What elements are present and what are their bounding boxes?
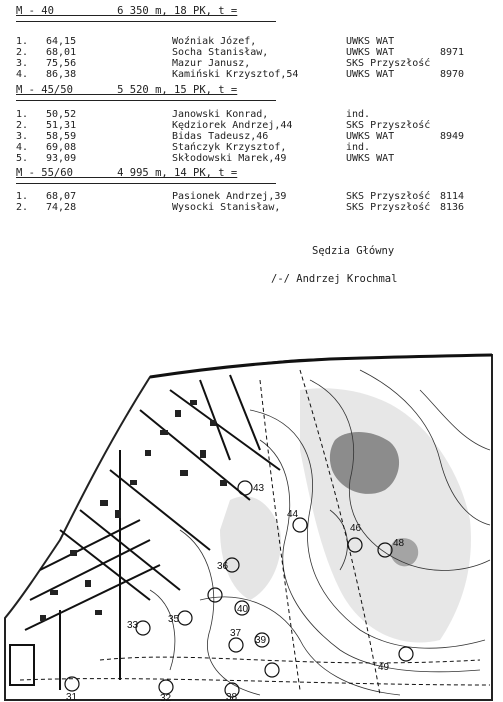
time: 69,08 [46,142,77,153]
competitor-name: Bidas Tadeusz,46 [172,131,269,142]
control-label: 33 [127,620,139,631]
judge-title: Sędzia Główny [312,245,395,257]
time: 86,38 [46,69,77,80]
club: SKS Przyszłość [346,120,431,131]
result-row [16,202,465,214]
control-label: 40 [237,604,249,615]
control-label: 31 [66,692,78,702]
control-label: 48 [393,538,405,549]
orienteering-map [0,350,503,702]
number: 8136 [440,202,465,213]
club: UWKS WAT [346,153,395,164]
result-row [16,153,395,165]
time: 51,31 [46,120,77,131]
control-label: 35 [168,614,180,625]
control-label: 44 [287,509,299,520]
competitor-name: Stańczyk Krzysztof, [172,142,287,153]
time: 74,28 [46,202,77,213]
competitor-name: Skłodowski Marek,49 [172,153,287,164]
place: 1. [16,109,29,120]
category-header: M - 45/50 5 520 m, 15 PK, t = [16,84,238,96]
time: 58,59 [46,131,77,142]
club: UWKS WAT [346,69,395,80]
control-label: 43 [253,483,265,494]
club: UWKS WAT [346,47,395,58]
place: 2. [16,202,29,213]
place: 4. [16,142,29,153]
control-label: 38 [226,692,238,702]
control-label: 36 [217,561,229,572]
control-label: 49 [378,662,390,673]
club: UWKS WAT [346,131,395,142]
competitor-name: Wysocki Stanisław, [172,202,281,213]
club: ind. [346,109,371,120]
competitor-name: Mazur Janusz, [172,58,251,69]
competitor-name: Socha Stanisław, [172,47,269,58]
control-label: 37 [230,628,242,639]
competitor-name: Janowski Konrad, [172,109,269,120]
place: 2. [16,120,29,131]
control-label: 32 [160,693,172,702]
time: 64,15 [46,36,77,47]
place: 1. [16,36,29,47]
category-header: M - 40 6 350 m, 18 PK, t = [16,5,238,17]
result-row [16,69,465,81]
time: 93,09 [46,153,77,164]
control-label: 46 [350,523,362,534]
club: SKS Przyszłość [346,58,431,69]
place: 4. [16,69,29,80]
place: 2. [16,47,29,58]
time: 68,01 [46,47,77,58]
judge-name: /-/ Andrzej Krochmal [271,273,398,285]
divider [16,183,276,184]
club: SKS Przyszłość [346,202,431,213]
place: 1. [16,191,29,202]
place: 3. [16,131,29,142]
place: 3. [16,58,29,69]
control-label: 39 [255,635,267,646]
club: SKS Przyszłość [346,191,431,202]
club: UWKS WAT [346,36,395,47]
number: 8949 [440,131,465,142]
category-header: M - 55/60 4 995 m, 14 PK, t = [16,167,238,179]
number: 8970 [440,69,465,80]
number: 8971 [440,47,465,58]
number: 8114 [440,191,465,202]
time: 50,52 [46,109,77,120]
time: 68,07 [46,191,77,202]
competitor-name: Kamiński Krzysztof,54 [172,69,299,80]
divider [16,21,276,22]
competitor-name: Woźniak Józef, [172,36,257,47]
place: 5. [16,153,29,164]
competitor-name: Kędziorek Andrzej,44 [172,120,293,131]
competitor-name: Pasionek Andrzej,39 [172,191,287,202]
club: ind. [346,142,371,153]
time: 75,56 [46,58,77,69]
divider [16,100,276,101]
